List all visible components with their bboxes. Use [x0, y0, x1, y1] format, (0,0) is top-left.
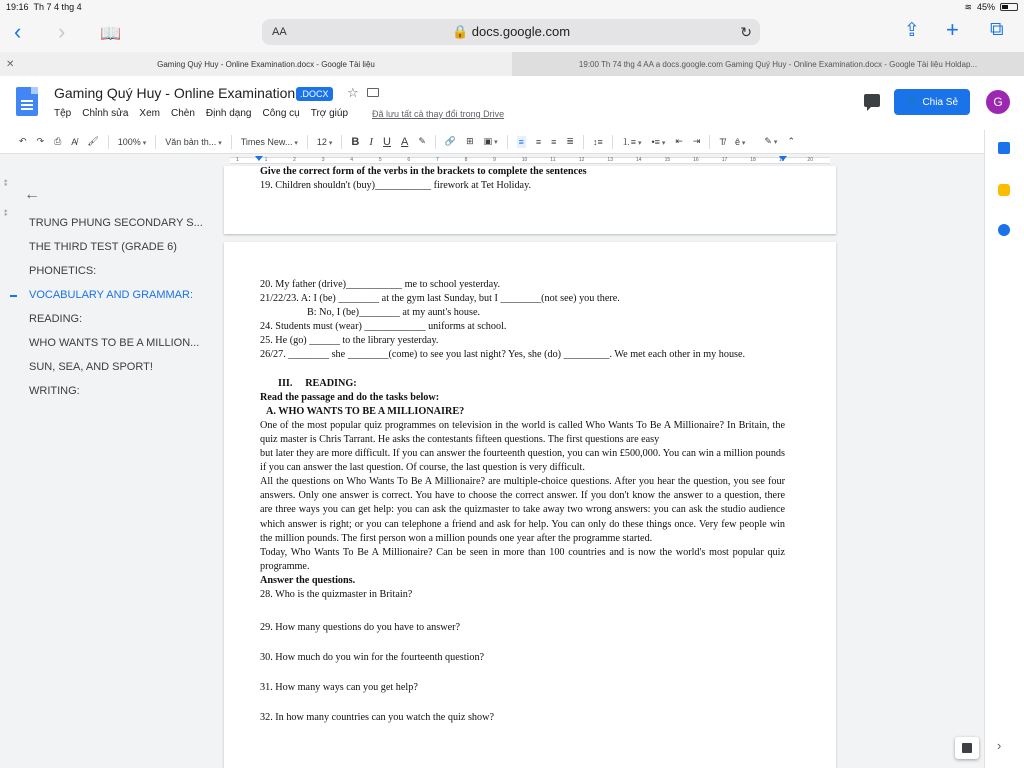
ruler-mark: 19 [778, 157, 785, 163]
spellcheck-icon[interactable]: A̸ [71, 136, 78, 147]
url-host: docs.google.com [471, 24, 571, 39]
share-label: Chia Sẻ [922, 96, 959, 108]
text-color-button[interactable]: A [400, 135, 409, 148]
forward-icon[interactable]: › [58, 19, 66, 44]
status-date: Th 7 4 thg 4 [33, 2, 82, 12]
ruler-mark: 5 [378, 157, 382, 163]
undo-icon[interactable]: ↶ [19, 136, 27, 146]
share-sheet-icon[interactable]: ⇪ [904, 20, 920, 41]
zoom-select[interactable]: 100% ▾ [118, 137, 147, 147]
font-select[interactable]: Times New... ▾ [241, 137, 298, 147]
divider [231, 135, 232, 149]
ruler-mark: 20 [807, 157, 813, 163]
input-tools-icon[interactable]: ê ▾ [735, 137, 745, 147]
underline-button[interactable]: U [383, 135, 391, 148]
lock-icon: 🔒 [451, 24, 469, 39]
question-30: 30. How much do you win for the fourteenth question? [260, 652, 485, 664]
outline-item-test[interactable]: THE THIRD TEST (GRADE 6) [29, 241, 177, 253]
side-handle-icon: ⁑ [4, 211, 8, 218]
menu-tools[interactable]: Công cụ [262, 108, 300, 119]
bookmarks-icon[interactable]: 📖 [100, 24, 122, 43]
explore-button[interactable] [955, 737, 979, 759]
print-icon[interactable]: ⎙ [54, 136, 62, 146]
page-content [260, 165, 785, 193]
redo-icon[interactable]: ↷ [36, 136, 45, 146]
status-time: 19:16 [6, 2, 29, 12]
address-bar[interactable] [262, 19, 760, 45]
person-icon: 👤 [905, 96, 919, 108]
menu-edit[interactable]: Chỉnh sửa [82, 108, 129, 119]
ruler-mark: 3 [321, 157, 325, 163]
increase-indent-icon[interactable]: ⇥ [692, 136, 701, 146]
side-panel [984, 130, 1024, 768]
question-20: 20. My father (drive)___________ me to school yesterday. [260, 279, 501, 290]
reload-icon[interactable]: ↻ [740, 23, 752, 40]
url-text [262, 24, 760, 40]
formatting-toolbar [0, 130, 984, 154]
bulleted-list-icon[interactable]: •≡ ▾ [651, 137, 665, 147]
ruler-mark: 2 [293, 157, 296, 163]
close-tab-icon[interactable]: ✕ [6, 58, 15, 70]
expand-panel-icon[interactable]: › [997, 738, 1002, 753]
document-outline [0, 166, 222, 768]
move-folder-icon[interactable] [367, 88, 379, 97]
tab-inactive[interactable] [512, 52, 1024, 76]
question-24: 24. Students must (wear) ____________ uniforms at school. [260, 321, 507, 333]
tab-active[interactable] [0, 52, 512, 76]
battery-percent: 45% [976, 2, 995, 12]
divider [709, 135, 710, 149]
wifi-icon: ≋ [964, 1, 972, 12]
ruler-mark: 14 [636, 157, 642, 163]
ruler-mark: 10 [521, 157, 528, 163]
editing-mode-icon[interactable]: ✎ ▾ [764, 136, 777, 147]
menu-insert[interactable]: Chèn [170, 108, 195, 119]
paint-format-icon[interactable]: 🖌 [87, 136, 99, 146]
page-content [260, 278, 785, 725]
ruler-mark: 11 [550, 157, 556, 163]
text-size-button[interactable]: AA [272, 26, 287, 38]
ruler-mark: 1 [236, 157, 239, 163]
ruler-mark: 4 [350, 157, 354, 163]
divider [155, 135, 156, 149]
insert-image-icon[interactable]: ▣ ▾ [484, 136, 498, 147]
section-title: READING: [305, 377, 357, 389]
back-icon[interactable]: ‹ [14, 19, 22, 44]
bold-button[interactable]: B [351, 135, 360, 148]
divider [108, 135, 109, 149]
keep-icon[interactable] [998, 184, 1010, 196]
align-justify-icon[interactable]: ≣ [566, 136, 574, 146]
battery-fill [1002, 5, 1008, 9]
line-spacing-icon[interactable]: ↕≡ [592, 136, 603, 147]
docs-logo-icon[interactable] [16, 87, 38, 116]
status-right [964, 2, 1018, 13]
answer-heading: Answer the questions. [260, 574, 356, 586]
star-icon[interactable]: ☆ [347, 85, 359, 100]
battery-icon [1000, 3, 1018, 11]
ruler-mark: 9 [493, 157, 496, 163]
divider [435, 135, 436, 149]
outline-item-vocabulary[interactable]: VOCABULARY AND GRAMMAR: [29, 289, 194, 301]
outline-item-writing[interactable]: WRITING: [29, 385, 80, 397]
ruler-mark: 7 [436, 157, 439, 163]
passage-paragraph: One of the most popular quiz programmes on television in the world is called Who Wants To Be A Millionaire? In Britain, the quiz master is Chris Tarrant. He asks the contestants fifteen questions. The first questions are easy [260, 419, 785, 445]
menu-bar [54, 108, 348, 119]
question-28: 28. Who is the quizmaster in Britain? [260, 588, 413, 600]
question-31: 31. How many ways can you get help? [260, 682, 418, 694]
ruler-mark: 13 [607, 157, 613, 163]
docs-header [0, 76, 1024, 130]
style-select[interactable]: Văn bản th... ▾ [165, 137, 222, 147]
section-heading [260, 377, 785, 391]
section-number: III. [278, 377, 293, 389]
align-left-icon[interactable]: ≡ [518, 136, 524, 147]
outline-item-reading[interactable]: READING: [29, 313, 83, 325]
tab-title: Gaming Quý Huy - Online Examination.docx - Google Tài liệu [157, 59, 375, 69]
divider [583, 135, 584, 149]
explore-icon [962, 743, 972, 753]
add-comment-icon[interactable]: ⊞ [466, 136, 474, 146]
question-32: 32. In how many countries can you watch the quiz show? [260, 712, 494, 724]
ruler-track [230, 157, 830, 164]
tabs-overview-icon[interactable]: ⧉ [990, 19, 1004, 40]
document-page[interactable] [224, 166, 836, 234]
align-right-icon[interactable]: ≡ [551, 136, 557, 147]
comment-history-icon[interactable] [864, 94, 880, 107]
passage-paragraph: but later they are more difficult. If you can answer the fourteenth question, you can win £500,000. You can win a million pounds if you can answer the last question. Of course, the last question is very difficult. [260, 448, 785, 474]
browser-toolbar [0, 14, 1024, 52]
clear-formatting-icon[interactable]: T̸ [719, 136, 725, 147]
italic-button[interactable]: I [369, 135, 374, 148]
tab-title: 19:00 Th 74 thg 4 AA a docs.google.com Gaming Quý Huy - Online Examination.docx - Google Tài liệu Holdap... [578, 59, 978, 69]
question-25: 25. He (go) ______ to the library yesterday. [260, 335, 439, 347]
outline-item-sun-sea[interactable]: SUN, SEA, AND SPORT! [29, 361, 153, 373]
menu-help[interactable]: Trợ giúp [310, 108, 349, 119]
divider [612, 135, 613, 149]
reading-subtitle: A. WHO WANTS TO BE A MILLIONAIRE? [266, 405, 465, 417]
passage-paragraph: Today, Who Wants To Be A Millionaire? Can be seen in more than 100 countries and is now the world's most popular quiz programme. [260, 546, 785, 572]
outline-item-school[interactable]: TRUNG PHUNG SECONDARY S... [29, 217, 203, 229]
menu-format[interactable]: Định dạng [205, 108, 252, 119]
docx-badge: .DOCX [296, 87, 333, 101]
ruler-mark: 8 [464, 157, 468, 163]
saved-status-link[interactable]: Đã lưu tất cả thay đổi trong Drive [372, 109, 505, 119]
question-26-27: 26/27. ________ she ________(come) to see you last night? Yes, she (do) _________. We met each other in my house. [260, 349, 746, 361]
highlight-icon[interactable]: ✎ [418, 136, 426, 146]
font-size-select[interactable]: 12 ▾ [317, 137, 332, 147]
grammar-instruction: Give the correct form of the verbs in the brackets to complete the sentences [260, 166, 587, 177]
align-center-icon[interactable]: ≡ [535, 136, 542, 147]
question-29: 29. How many questions do you have to answer? [260, 622, 461, 634]
document-title[interactable]: Gaming Quý Huy - Online Examination [54, 85, 296, 101]
menu-view[interactable]: Xem [139, 108, 160, 119]
status-bar [0, 0, 1024, 14]
menu-file[interactable]: Tệp [54, 108, 72, 119]
right-indent-marker[interactable] [779, 156, 787, 161]
ruler-mark: 1 [264, 157, 268, 163]
ruler-mark: 12 [578, 157, 585, 163]
left-indent-marker[interactable] [255, 156, 263, 161]
calendar-icon[interactable] [998, 142, 1010, 154]
numbered-list-icon[interactable]: ⒈≡ ▾ [622, 135, 642, 148]
collapse-menu-icon[interactable]: ⌃ [787, 136, 795, 146]
divider [341, 135, 342, 149]
question-21-23: 21/22/23. A: I (be) ________ at the gym last Sunday, but I ________(not see) you there. [260, 293, 620, 305]
ruler-mark: 17 [721, 157, 728, 163]
question-19: 19. Children shouldn't (buy)___________ firework at Tet Holiday. [260, 180, 532, 192]
ruler-mark: 6 [407, 157, 411, 163]
share-button[interactable] [894, 89, 970, 115]
decrease-indent-icon[interactable]: ⇤ [675, 136, 683, 146]
reading-task: Read the passage and do the tasks below: [260, 391, 440, 403]
outline-item-millionaire[interactable]: WHO WANTS TO BE A MILLION... [29, 337, 200, 349]
browser-tab-bar [0, 52, 1024, 76]
divider [307, 135, 308, 149]
passage-paragraph: All the questions on Who Wants To Be A Millionaire? are multiple-choice questions. After you hear the question, you see four answers. Only one answer is correct. You have to choose the correct answer. If you don't know the answer to a question, there are three ways you can get help: you can ask the quizmaster to take away two wrong answers: you can ask the studio audience which answer is right; or you can telephone a friend and ask for help. You can only do these things once. Very few people win the million pounds. The first person won a million pounds one year after the programme started. [260, 476, 785, 544]
tasks-icon[interactable] [998, 224, 1010, 236]
question-21-23-reply: B: No, I (be)________ at my aunt's house. [307, 307, 481, 319]
link-icon[interactable]: 🔗 [444, 136, 457, 146]
ruler-mark: 18 [750, 157, 756, 163]
active-indicator [10, 295, 17, 297]
avatar[interactable]: G [986, 90, 1010, 114]
ruler-mark: 16 [693, 157, 699, 163]
document-page[interactable] [224, 242, 836, 768]
ruler-mark: 15 [664, 157, 671, 163]
back-arrow-icon[interactable]: ← [24, 186, 40, 203]
new-tab-icon[interactable]: + [946, 17, 959, 42]
outline-item-phonetics[interactable]: PHONETICS: [29, 265, 97, 277]
side-handle-icon: ⁑ [4, 181, 8, 188]
divider [507, 135, 508, 149]
